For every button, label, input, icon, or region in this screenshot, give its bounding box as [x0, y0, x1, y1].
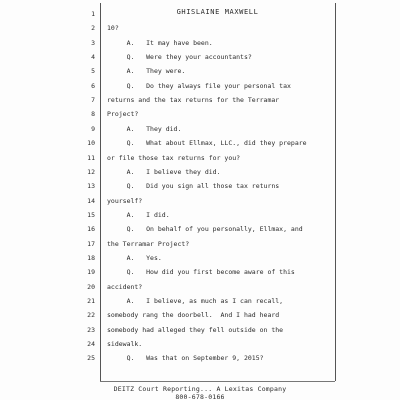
line-number: 2: [91, 24, 95, 33]
transcript-line-text: A. Yes.: [107, 253, 162, 262]
line-number: 12: [87, 167, 95, 176]
line-number: 18: [87, 253, 95, 262]
transcript-line-text: Q. How did you first become aware of this: [107, 268, 295, 277]
transcript-line-text: somebody had alleged they fell outside on the: [107, 325, 284, 334]
line-number: 23: [87, 325, 95, 334]
bottom-rule: [100, 381, 335, 382]
line-number: 13: [87, 182, 95, 191]
page-header-witness-name: GHISLAINE MAXWELL: [176, 8, 259, 16]
line-number: 16: [87, 225, 95, 234]
line-number: 22: [87, 311, 95, 320]
transcript-line-text: 10?: [107, 24, 119, 33]
transcript-line-text: Q. Did you sign all those tax returns: [107, 182, 280, 191]
transcript-line-text: accident?: [107, 282, 143, 291]
line-number: 19: [87, 268, 95, 277]
transcript-line-text: somebody rang the doorbell. And I had heard: [107, 311, 280, 320]
transcript-line-text: Q. Was that on September 9, 2015?: [107, 354, 264, 363]
transcript-line-text: Project?: [107, 110, 139, 119]
transcript-line-text: Q. On behalf of you personally, Ellmax, and: [107, 225, 303, 234]
line-number: 15: [87, 210, 95, 219]
line-number: 10: [87, 139, 95, 148]
line-number: 9: [91, 124, 95, 133]
footer-phone: 800-678-0166: [175, 393, 225, 400]
transcript-line-text: Q. Do they always file your personal tax: [107, 81, 291, 90]
transcript-line-text: returns and the tax returns for the Terramar: [107, 96, 280, 105]
line-number: 21: [87, 297, 95, 305]
transcript-line-text: sidewalk.: [107, 340, 143, 349]
line-number: 5: [91, 67, 95, 76]
line-number: 6: [91, 81, 95, 90]
transcript-line-text: or file those tax returns for you?: [107, 153, 241, 162]
transcript-line-text: Q. Were they your accountants?: [107, 53, 252, 62]
transcript-line-text: A. I believe they did.: [107, 167, 221, 176]
transcript-line-text: yourself?: [107, 196, 143, 205]
left-margin-rule: [100, 3, 101, 381]
right-margin-rule: [335, 3, 336, 381]
footer-company: DEITZ Court Reporting... A Lexitas Company: [113, 385, 287, 393]
line-number: 17: [87, 239, 95, 248]
line-number: 4: [91, 53, 95, 62]
transcript-line-text: A. I believe, as much as I can recall,: [107, 297, 284, 305]
transcript-line-text: A. It may have been.: [107, 38, 213, 47]
line-number: 1: [91, 10, 95, 18]
transcript-line-text: A. I did.: [107, 210, 170, 219]
line-number: 8: [91, 110, 95, 119]
line-number: 25: [87, 354, 95, 363]
transcript-line-text: the Terramar Project?: [107, 239, 190, 248]
line-number: 7: [91, 96, 95, 105]
line-number: 20: [87, 282, 95, 291]
line-number: 3: [91, 38, 95, 47]
transcript-line-text: Q. What about Ellmax, LLC., did they prepare: [107, 139, 307, 148]
transcript-line-text: A. They were.: [107, 67, 186, 76]
line-number: 14: [87, 196, 95, 205]
transcript-line-text: A. They did.: [107, 124, 182, 133]
line-number: 11: [87, 153, 95, 162]
line-number: 24: [87, 340, 95, 349]
